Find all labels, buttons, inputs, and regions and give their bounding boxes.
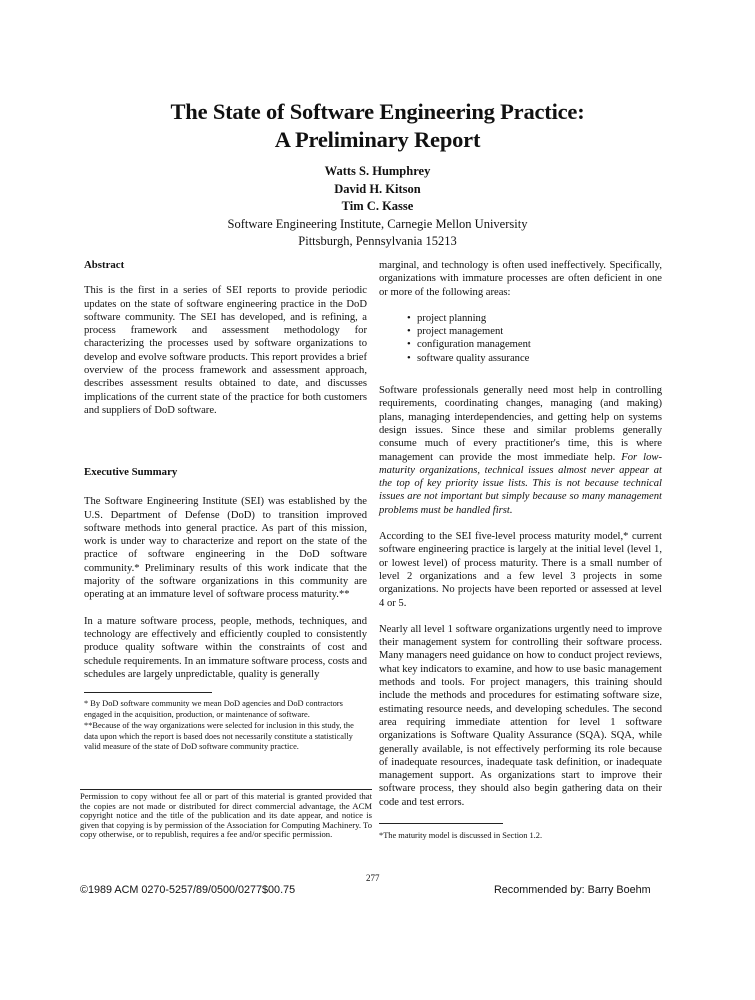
recommended-by: Recommended by: Barry Boehm	[494, 884, 651, 896]
title-line-2: A Preliminary Report	[274, 127, 481, 152]
executive-summary-heading: Executive Summary	[84, 466, 178, 478]
copyright-line: ©1989 ACM 0270-5257/89/0500/0277$00.75	[80, 884, 296, 896]
permission-separator	[80, 789, 372, 790]
list-item: • project planning	[407, 312, 662, 325]
page-number: 277	[366, 873, 380, 883]
abstract-section	[84, 259, 367, 417]
affiliation	[0, 216, 755, 249]
right-column	[379, 259, 662, 809]
deficiency-list	[379, 312, 662, 365]
footnote-right: *The maturity model is discussed in Section 1.2.	[379, 831, 543, 840]
executive-summary-paragraph-2: In a mature software process, people, methods, techniques, and technology are effectively and efficiently coupled to consistently produce quality software within the constraints of cost and schedule requirements. In an immature software process, costs and schedules are largely unpredictable, quality is generally	[84, 615, 367, 680]
right-paragraph-2-emphasis: For low-maturity organizations, technical issues almost never appear at the top of key priority issue lists. This is not because technical issues are not important but simply because so many management problems must be handled first.	[379, 451, 662, 516]
affiliation-line-1: Software Engineering Institute, Carnegie Mellon University	[227, 217, 528, 231]
list-item: • project management	[407, 325, 662, 338]
right-paragraph-1: marginal, and technology is often used ineffectively. Specifically, organizations with immature processes are often deficient in one or more of the following areas:	[379, 260, 662, 298]
footnote-left-2: **Because of the way organizations were selected for inclusion in this study, the data upon which the report is based does not necessarily constitute a statistically valid measure of the state of DoD software community practice.	[84, 721, 354, 752]
footnote-separator-right	[379, 823, 503, 824]
right-paragraph-2-text: Software professionals generally need most help in controlling requirements, coordinating changes, managing (and making) plans, managing interdependencies, and getting help on systems design issues. Since these and similar problems generally consume much of every practitioner's time, this is where management can provide the most immediate help.	[379, 385, 662, 463]
affiliation-line-2: Pittsburgh, Pennsylvania 15213	[298, 233, 457, 248]
abstract-heading: Abstract	[84, 259, 125, 271]
right-paragraph-4: Nearly all level 1 software organizations urgently need to improve their management system for controlling their software process. Many managers need guidance on how to conduct project reviews, what key indicators to examine, and how to use basic management methods and tools. For project managers, this training should include the methods and procedures for estimating software size, estimating resource needs, and developing schedules. The second area requiring immediate attention for level 1 software organizations is Software Quality Assurance (SQA). SQA, while generally available, is not effectively performing its role because of inadequate resources, inadequate task definition, or inadequate management support. As organizations start to improve their software process, they should also begin gathering data on their code and test errors.	[379, 623, 662, 808]
list-item: • software quality assurance	[407, 352, 662, 365]
title-line-1: The State of Software Engineering Practice:	[170, 99, 585, 124]
footnote-left-1: * By DoD software community we mean DoD agencies and DoD contractors engaged in the acquisition, production, or maintenance of software.	[84, 699, 343, 719]
abstract-text: This is the first in a series of SEI reports to provide periodic updates on the state of software engineering practice in the DoD software community. The SEI has developed, and is refining, a process framework and assessment methodology for characterizing the processes used by software organizations to develop and evolve software products. This report provides a brief overview of the process framework and assessment approach, describes assessment results obtained to date, and discusses implications of the current state of the practice for both customers and suppliers of DoD software.	[84, 285, 367, 416]
list-item: • configuration management	[407, 338, 662, 351]
author: Tim C. Kasse	[341, 199, 414, 213]
author-list	[0, 163, 755, 216]
right-paragraph-2	[379, 384, 662, 517]
permission-notice: Permission to copy without fee all or part of this material is granted provided that the copies are not made or distributed for direct commercial advantage, the ACM copyright notice and the title of the publication and its date appear, and notice is given that copying is by permission of the Association for Computing Machinery. To copy otherwise, or to republish, requires a fee and/or specific permission.	[80, 791, 372, 840]
footnote-separator-left	[84, 692, 212, 693]
right-paragraph-3: According to the SEI five-level process maturity model,* current software engineering practice is largely at the initial level (level 1, or lowest level) of process maturity. There is a small number of level 2 organizations and a few level 3 projects in some organizations. No projects have been reported or assessed at level 4 or 5.	[379, 531, 662, 609]
author: Watts S. Humphrey	[324, 164, 431, 178]
author: David H. Kitson	[334, 181, 421, 196]
executive-summary-paragraph-1: The Software Engineering Institute (SEI) was established by the U.S. Department of Defense (DoD) to transition improved software methods into general practice. As part of this mission, work is under way to characterize and report on the state of the practice of software engineering in the DoD software community.* Preliminary results of this work indicate that the majority of the software organizations in this community are operating at an immature level of software process maturity.**	[84, 496, 367, 601]
paper-title	[0, 98, 755, 154]
executive-summary-section	[84, 466, 367, 681]
